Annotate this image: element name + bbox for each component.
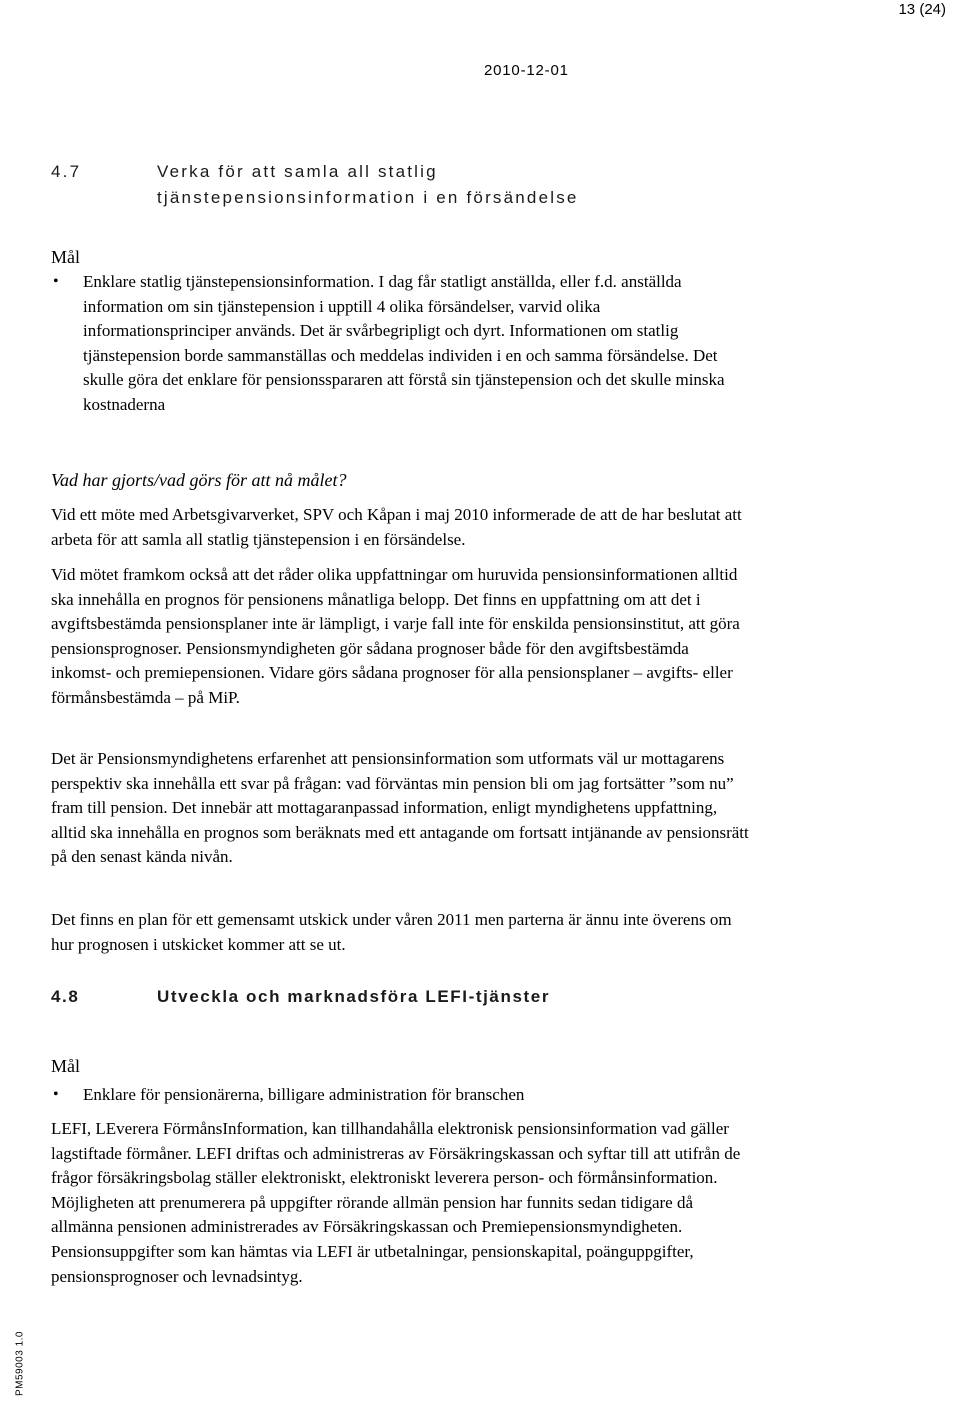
section-heading-4-7 [51,159,579,211]
paragraph: Vid ett möte med Arbetsgivarverket, SPV och Kåpan i maj 2010 informerade de att de har beslutat att arbeta för att samla all statlig tjänstepension i en försändelse. [51,505,742,549]
paragraph: Vid mötet framkom också att det råder olika uppfattningar om huruvida pensionsinformationen alltid ska innehålla en prognos för pensionens månatliga belopp. Det finns en uppfattning om att det i avgiftsbestämda pensionsplaner inte är lämpligt, i varje fall inte för enskilda pensionsinstitut, att göra pensionsprognoser. Pensionsmyndigheten gör sådana prognoser både för den avgiftsbestämda inkomst- och premiepensionen. Vidare görs sådana prognoser för alla pensionsplaner – avgifts- eller förmånsbestämda – på MiP. [51,565,740,707]
bullet-icon: • [53,273,59,290]
form-code: PM59003 1.0 [14,1331,26,1396]
goal-bullet [51,270,751,418]
goal-label: Mål [51,1056,80,1076]
paragraph: Det är Pensionsmyndighetens erfarenhet att pensionsinformation som utformats väl ur mottagarens perspektiv ska innehålla ett svar på frågan: vad förväntas min pension bli om jag fortsätter ”som nu” fram till pension. Det innebär att mottagaranpassad information, enligt myndighetens uppfattning, alltid ska innehålla en prognos som beräknats med ett antagande om fortsatt intjänande av pensionsrätt på den senast kända nivån. [51,749,749,867]
section-title: Utveckla och marknadsföra LEFI-tjänster [157,987,551,1006]
section-number: 4.8 [51,987,80,1006]
section-title-line2: tjänstepensionsinformation i en försändelse [157,188,579,207]
bullet-icon: • [53,1086,59,1103]
section-heading-4-8 [51,984,550,1010]
question-heading: Vad har gjorts/vad görs för att nå målet? [51,470,347,490]
goal-bullet-text: Enklare för pensionärerna, billigare administration för branschen [83,1085,525,1104]
document-date: 2010-12-01 [484,62,569,79]
section-number: 4.7 [51,162,82,181]
paragraph: LEFI, LEverera FörmånsInformation, kan tillhandahålla elektronisk pensionsinformation vad gäller lagstiftade förmåner. LEFI driftas och administreras av Försäkringskassan och syftar till att utifrån de frågor försäkringsbolag ställer elektroniskt, elektroniskt leverera person- och förmånsinformation. Möjligheten att prenumerera på uppgifter rörande allmän pension har funnits sedan tidigare då allmänna pensionen administrerades av Försäkringskassan och Premiepensionsmyndigheten. Pensionsuppgifter som kan hämtas via LEFI är utbetalningar, pensionskapital, poänguppgifter, pensionsprognoser och levnadsintyg. [51,1119,741,1286]
goal-bullet [51,1083,751,1108]
paragraph: Det finns en plan för ett gemensamt utskick under våren 2011 men parterna är ännu inte överens om hur prognosen i utskicket kommer att se ut. [51,910,732,954]
section-title-line1: Verka för att samla all statlig [157,162,438,181]
goal-bullet-text: Enklare statlig tjänstepensionsinformation. I dag får statligt anställda, eller f.d. anställda information om sin tjänstepension i upptill 4 olika försändelser, varvid olika informationsprinciper används. Det är svårbegripligt och dyrt. Informationen om statlig tjänstepension borde sammanställas och meddelas individen i en och samma försändelse. Det skulle göra det enklare för pensionsspararen att förstå sin tjänstepension och det skulle minska kostnaderna [83,272,725,414]
page-number: 13 (24) [898,1,946,18]
goal-label: Mål [51,247,80,267]
